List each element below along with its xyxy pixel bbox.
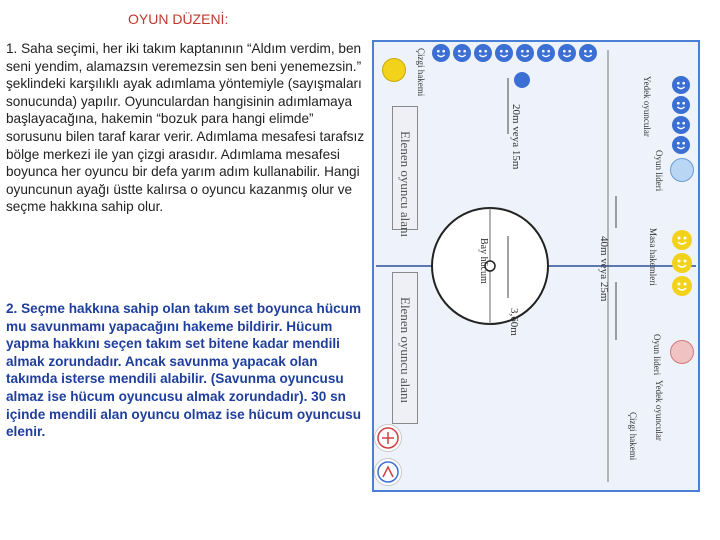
top-spare-players-label: Yedek oyuncular xyxy=(642,76,652,137)
width-dimension-label: 20m veya 15m xyxy=(510,104,522,170)
page-title: OYUN DÜZENİ: xyxy=(128,11,229,27)
sport-emblem-icon xyxy=(374,424,402,452)
spare-player-ringed-icon xyxy=(670,158,694,182)
bottom-team-leader-smiley-icon xyxy=(670,340,694,364)
playing-field-diagram xyxy=(372,40,700,492)
top-spare-player-row xyxy=(432,44,600,67)
top-line-judge-label: Çizgi hakemi xyxy=(416,48,426,97)
player-smiley-icon xyxy=(672,116,690,134)
player-smiley-icon xyxy=(474,44,492,62)
player-smiley-icon xyxy=(558,44,576,62)
referee-column xyxy=(672,230,695,299)
player-smiley-icon xyxy=(672,253,692,273)
bottom-line-judge-label: Çizgi hakemi xyxy=(628,412,638,461)
team-leader-smiley-icon xyxy=(514,72,530,88)
top-team-leader-label: Oyun lideri xyxy=(654,150,664,192)
player-smiley-icon xyxy=(672,136,690,154)
circle-radius-label: 3,60m xyxy=(508,308,520,336)
length-dimension-label: 40m veya 25m xyxy=(598,236,610,302)
eliminated-area-top: Elenen oyuncu alanı xyxy=(392,106,418,230)
right-spare-player-column xyxy=(672,76,693,156)
player-smiley-icon xyxy=(453,44,471,62)
player-smiley-icon xyxy=(516,44,534,62)
player-smiley-icon xyxy=(672,76,690,94)
player-smiley-icon xyxy=(495,44,513,62)
player-smiley-icon xyxy=(579,44,597,62)
player-smiley-icon xyxy=(672,230,692,250)
line-judge-smiley-icon xyxy=(382,58,406,82)
player-smiley-icon xyxy=(672,276,692,296)
rule-paragraph-1: 1. Saha seçimi, her iki takım kaptanının “Aldım verdim, ben seni yendim, alamazsın veremezsin sen beni yenemezsin.” şeklindeki karşılıklı ayak adımlama yöntemiyle (sayışmaları sonucunda) yapılır. Oyunculardan hangisinin adımlamaya başlayacağına, hakemin “bozuk para hangi elimde” sorusunu bilen taraf karar verir. Adımlama mesafesi tarafsız bölge merkezi ile yan çizgi arasıdır. Adımlama mesafesi boyunca her oyuncu bir defa yarım adım kullanabilir. Hangi oyuncunun ayağı üstte kalırsa o oyuncu kazanmış olur ve seçme hakkına sahip olur. xyxy=(6,41,365,215)
player-smiley-icon xyxy=(672,96,690,114)
player-smiley-icon xyxy=(432,44,450,62)
bottom-team-leader-label: Oyun lideri xyxy=(652,334,662,376)
eliminated-area-bottom: Elenen oyuncu alanı xyxy=(392,272,418,424)
flag-circle-label: Bay hücum xyxy=(478,238,489,284)
bottom-spare-players-label: Yedek oyuncular xyxy=(654,380,664,441)
referees-label: Masa hakemleri xyxy=(648,228,658,286)
rule-paragraph-2: 2. Seçme hakkına sahip olan takım set boyunca hücum mu savunmamı yapacağını hakeme bildirir. Hücum yapma hakkını seçen takım set bitene kadar mendili almak zorundadır. Ancak savunma yapacak olan takımda isterse mendili alabilir. (Savunma oyuncusu almaz ise hücum oyuncusu almak zorundadır). 30 sn içinde mendili alan oyuncu olmaz ise hücum oyuncusu elenir. xyxy=(6,301,362,440)
players-emblem-icon xyxy=(374,458,402,486)
player-smiley-icon xyxy=(537,44,555,62)
